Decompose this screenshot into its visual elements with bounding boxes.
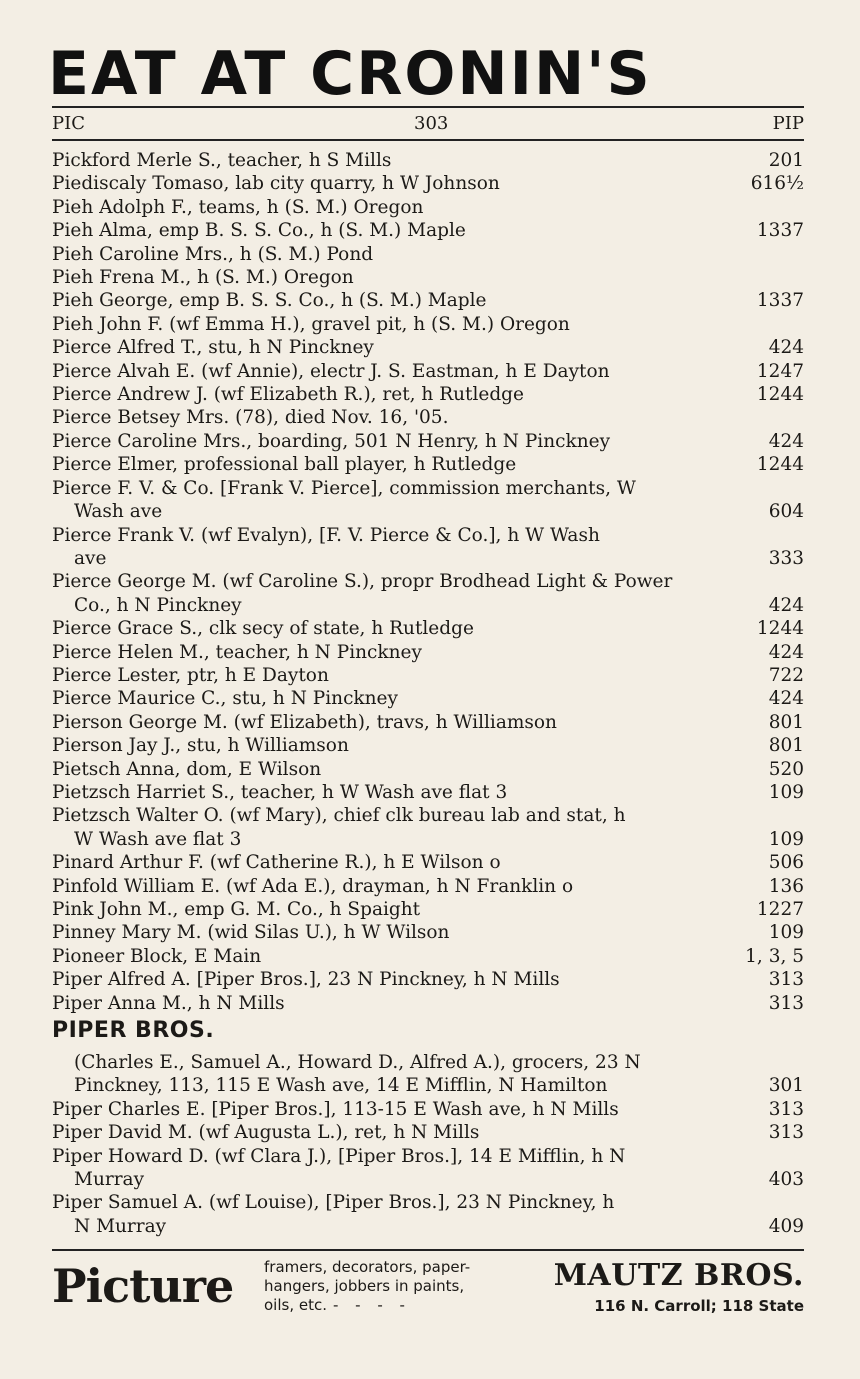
entry-page-number: 616½	[750, 173, 804, 195]
header-right: PIP	[772, 113, 804, 134]
entry-text: Pierson George M. (wf Elizabeth), travs, h Williamson	[52, 711, 557, 733]
running-header	[52, 112, 804, 136]
ad-description	[264, 1258, 526, 1315]
directory-entry	[52, 243, 804, 266]
directory-entry	[52, 781, 804, 804]
entry-text: Pieh Caroline Mrs., h (S. M.) Pond	[52, 243, 374, 265]
entry-text-continued: N Murray	[74, 1215, 167, 1237]
entry-page-number: 201	[768, 150, 804, 171]
entry-page-number: 109	[768, 922, 804, 944]
directory-entry	[52, 430, 804, 453]
directory-entry	[52, 804, 804, 851]
entry-page-number: 520	[768, 758, 804, 780]
piper-bros-number: 301	[768, 1075, 804, 1097]
entry-text-continued: Co., h N Pinckney	[74, 594, 242, 616]
directory-entry	[52, 711, 804, 734]
entry-text: Pieh John F. (wf Emma H.), gravel pit, h (S. M.) Oregon	[52, 313, 570, 335]
entry-text: Pierce F. V. & Co. [Frank V. Pierce], commission merchants, W	[52, 477, 636, 499]
banner-advertisement: EAT AT CRONIN'S	[48, 39, 652, 109]
entry-page-number: 1244	[756, 618, 804, 640]
directory-entry	[52, 406, 804, 429]
directory-entry	[52, 570, 804, 617]
directory-entry	[52, 617, 804, 640]
entry-page-number: 109	[768, 828, 804, 850]
ad-picture-word: Picture	[52, 1259, 234, 1313]
entry-page-number: 506	[768, 852, 804, 874]
entry-text: Pieh Frena M., h (S. M.) Oregon	[52, 267, 354, 289]
entry-page-number: 424	[768, 594, 804, 616]
entry-page-number: 109	[768, 781, 804, 803]
entry-page-number: 1227	[756, 899, 804, 920]
entry-page-number: 1244	[756, 384, 804, 406]
entry-page-number: 424	[768, 430, 804, 452]
entry-page-number: 313	[768, 1098, 804, 1120]
entry-list-after	[52, 1098, 804, 1238]
directory-entry	[52, 851, 804, 874]
directory-entry	[52, 1098, 804, 1121]
header-left: PIC	[52, 113, 85, 134]
directory-entry	[52, 172, 804, 195]
directory-entry	[52, 1121, 804, 1144]
directory-entry	[52, 266, 804, 289]
directory-entry	[52, 687, 804, 710]
piper-bros-heading: PIPER BROS.	[52, 1018, 215, 1044]
entry-text: Pioneer Block, E Main	[52, 945, 262, 967]
entry-text: Pink John M., emp G. M. Co., h Spaight	[52, 899, 421, 920]
directory-entry	[52, 641, 804, 664]
entry-text: Pierce Maurice C., stu, h N Pinckney	[52, 688, 398, 710]
entry-page-number: 424	[768, 641, 804, 663]
entry-text: Piper Howard D. (wf Clara J.), [Piper Bros.], 14 E Mifflin, h N	[52, 1145, 626, 1167]
entry-page-number: 313	[768, 992, 804, 1014]
entry-page-number: 604	[768, 501, 804, 523]
directory-entry	[52, 196, 804, 219]
entry-text: Piper David M. (wf Augusta L.), ret, h N Mills	[52, 1122, 480, 1144]
directory-entry	[52, 875, 804, 898]
entry-text-continued: Wash ave	[74, 501, 163, 523]
footer-rule	[52, 1249, 804, 1251]
entry-page-number: 1337	[756, 220, 804, 242]
entry-text: Pierce Grace S., clk secy of state, h Rutledge	[52, 618, 474, 640]
entry-page-number: 313	[768, 1122, 804, 1144]
entry-page-number: 1244	[756, 454, 804, 476]
directory-entry	[52, 477, 804, 524]
entry-text: Pinfold William E. (wf Ada E.), drayman, h N Franklin o	[52, 875, 574, 897]
entry-text: Pietzsch Walter O. (wf Mary), chief clk bureau lab and stat, h	[52, 805, 626, 827]
entry-text-continued: ave	[74, 547, 107, 569]
entry-text: Pierson Jay J., stu, h Williamson	[52, 735, 349, 757]
directory-entry	[52, 453, 804, 476]
top-rule	[52, 106, 804, 108]
entry-text: Pinard Arthur F. (wf Catherine R.), h E Wilson o	[52, 852, 501, 874]
directory-entry	[52, 758, 804, 781]
entry-text: Piper Alfred A. [Piper Bros.], 23 N Pinckney, h N Mills	[52, 969, 560, 991]
header-rule	[52, 139, 804, 141]
directory-entry	[52, 313, 804, 336]
entry-text: Pierce Helen M., teacher, h N Pinckney	[52, 641, 422, 663]
directory-entry	[52, 360, 804, 383]
entry-text: Pierce Frank V. (wf Evalyn), [F. V. Pierce & Co.], h W Wash	[52, 524, 600, 546]
entry-page-number: 801	[768, 711, 804, 733]
entry-text: Pietzsch Harriet S., teacher, h W Wash ave flat 3	[52, 781, 508, 803]
entry-text: Pieh Adolph F., teams, h (S. M.) Oregon	[52, 196, 424, 218]
directory-entry	[52, 336, 804, 359]
piper-bros-line1: (Charles E., Samuel A., Howard D., Alfred A.), grocers, 23 N	[74, 1052, 641, 1074]
ad-address: 116 N. Carroll; 118 State	[594, 1297, 804, 1315]
entry-page-number: 424	[768, 688, 804, 710]
entry-text: Pinney Mary M. (wid Silas U.), h W Wilson	[52, 922, 450, 944]
directory-entry	[52, 945, 804, 968]
directory-entry	[52, 968, 804, 991]
ad-brand-name: MAUTZ BROS.	[553, 1258, 804, 1293]
directory-entry	[52, 383, 804, 406]
entry-text: Pierce Alvah E. (wf Annie), electr J. S. Eastman, h E Dayton	[52, 360, 610, 382]
directory-listing	[52, 149, 804, 1238]
directory-entry	[52, 219, 804, 242]
entry-text: Pierce Caroline Mrs., boarding, 501 N Henry, h N Pinckney	[52, 430, 611, 452]
entry-list	[52, 149, 804, 1015]
entry-text: Pierce Andrew J. (wf Elizabeth R.), ret, h Rutledge	[52, 384, 524, 406]
entry-text: Pierce Elmer, professional ball player, h Rutledge	[52, 454, 517, 476]
ad-desc-line2: hangers, jobbers in paints,	[264, 1277, 465, 1295]
entry-text-continued: W Wash ave flat 3	[74, 828, 242, 850]
entry-text: Piper Charles E. [Piper Bros.], 113-15 E Wash ave, h N Mills	[52, 1098, 619, 1120]
directory-entry	[52, 149, 804, 172]
directory-entry	[52, 289, 804, 312]
entry-page-number: 313	[768, 969, 804, 991]
entry-page-number: 409	[768, 1215, 804, 1237]
entry-text: Pietsch Anna, dom, E Wilson	[52, 758, 322, 780]
entry-page-number: 1337	[756, 290, 804, 312]
entry-text: Piper Anna M., h N Mills	[52, 992, 285, 1014]
mautz-bros-advertisement	[52, 1256, 804, 1326]
directory-entry	[52, 898, 804, 921]
entry-text: Pierce Lester, ptr, h E Dayton	[52, 664, 329, 686]
entry-page-number: 801	[768, 735, 804, 757]
ad-dashes: - - - -	[333, 1296, 411, 1314]
entry-page-number: 424	[768, 337, 804, 359]
piper-bros-line2: Pinckney, 113, 115 E Wash ave, 14 E Mifflin, N Hamilton	[74, 1075, 608, 1097]
entry-page-number: 1247	[756, 360, 804, 382]
directory-entry	[52, 524, 804, 571]
piper-bros-entry	[52, 1051, 804, 1098]
piper-bros-block	[52, 1017, 804, 1098]
directory-entry	[52, 1145, 804, 1192]
directory-entry	[52, 1191, 804, 1238]
entry-text-continued: Murray	[74, 1169, 145, 1191]
entry-text: Pierce Betsey Mrs. (78), died Nov. 16, '05.	[52, 407, 449, 429]
entry-text: Pickford Merle S., teacher, h S Mills	[52, 150, 392, 171]
directory-entry	[52, 734, 804, 757]
directory-entry	[52, 921, 804, 944]
entry-text: Pierce George M. (wf Caroline S.), propr Brodhead Light & Power	[52, 571, 673, 593]
entry-text: Pierce Alfred T., stu, h N Pinckney	[52, 337, 374, 359]
ad-desc-line1: framers, decorators, paper-	[264, 1258, 471, 1276]
entry-page-number: 1, 3, 5	[745, 945, 804, 967]
entry-page-number: 333	[768, 547, 804, 569]
ad-desc-line3: oils, etc.	[264, 1296, 327, 1314]
entry-page-number: 136	[768, 875, 804, 897]
entry-text: Pieh George, emp B. S. S. Co., h (S. M.) Maple	[52, 290, 487, 312]
directory-entry	[52, 664, 804, 687]
entry-page-number: 722	[768, 664, 804, 686]
entry-text: Piediscaly Tomaso, lab city quarry, h W Johnson	[52, 173, 500, 195]
entry-page-number: 403	[768, 1169, 804, 1191]
directory-entry	[52, 992, 804, 1015]
entry-text: Pieh Alma, emp B. S. S. Co., h (S. M.) Maple	[52, 220, 466, 242]
entry-text: Piper Samuel A. (wf Louise), [Piper Bros.], 23 N Pinckney, h	[52, 1192, 615, 1214]
page-number: 303	[414, 113, 449, 134]
